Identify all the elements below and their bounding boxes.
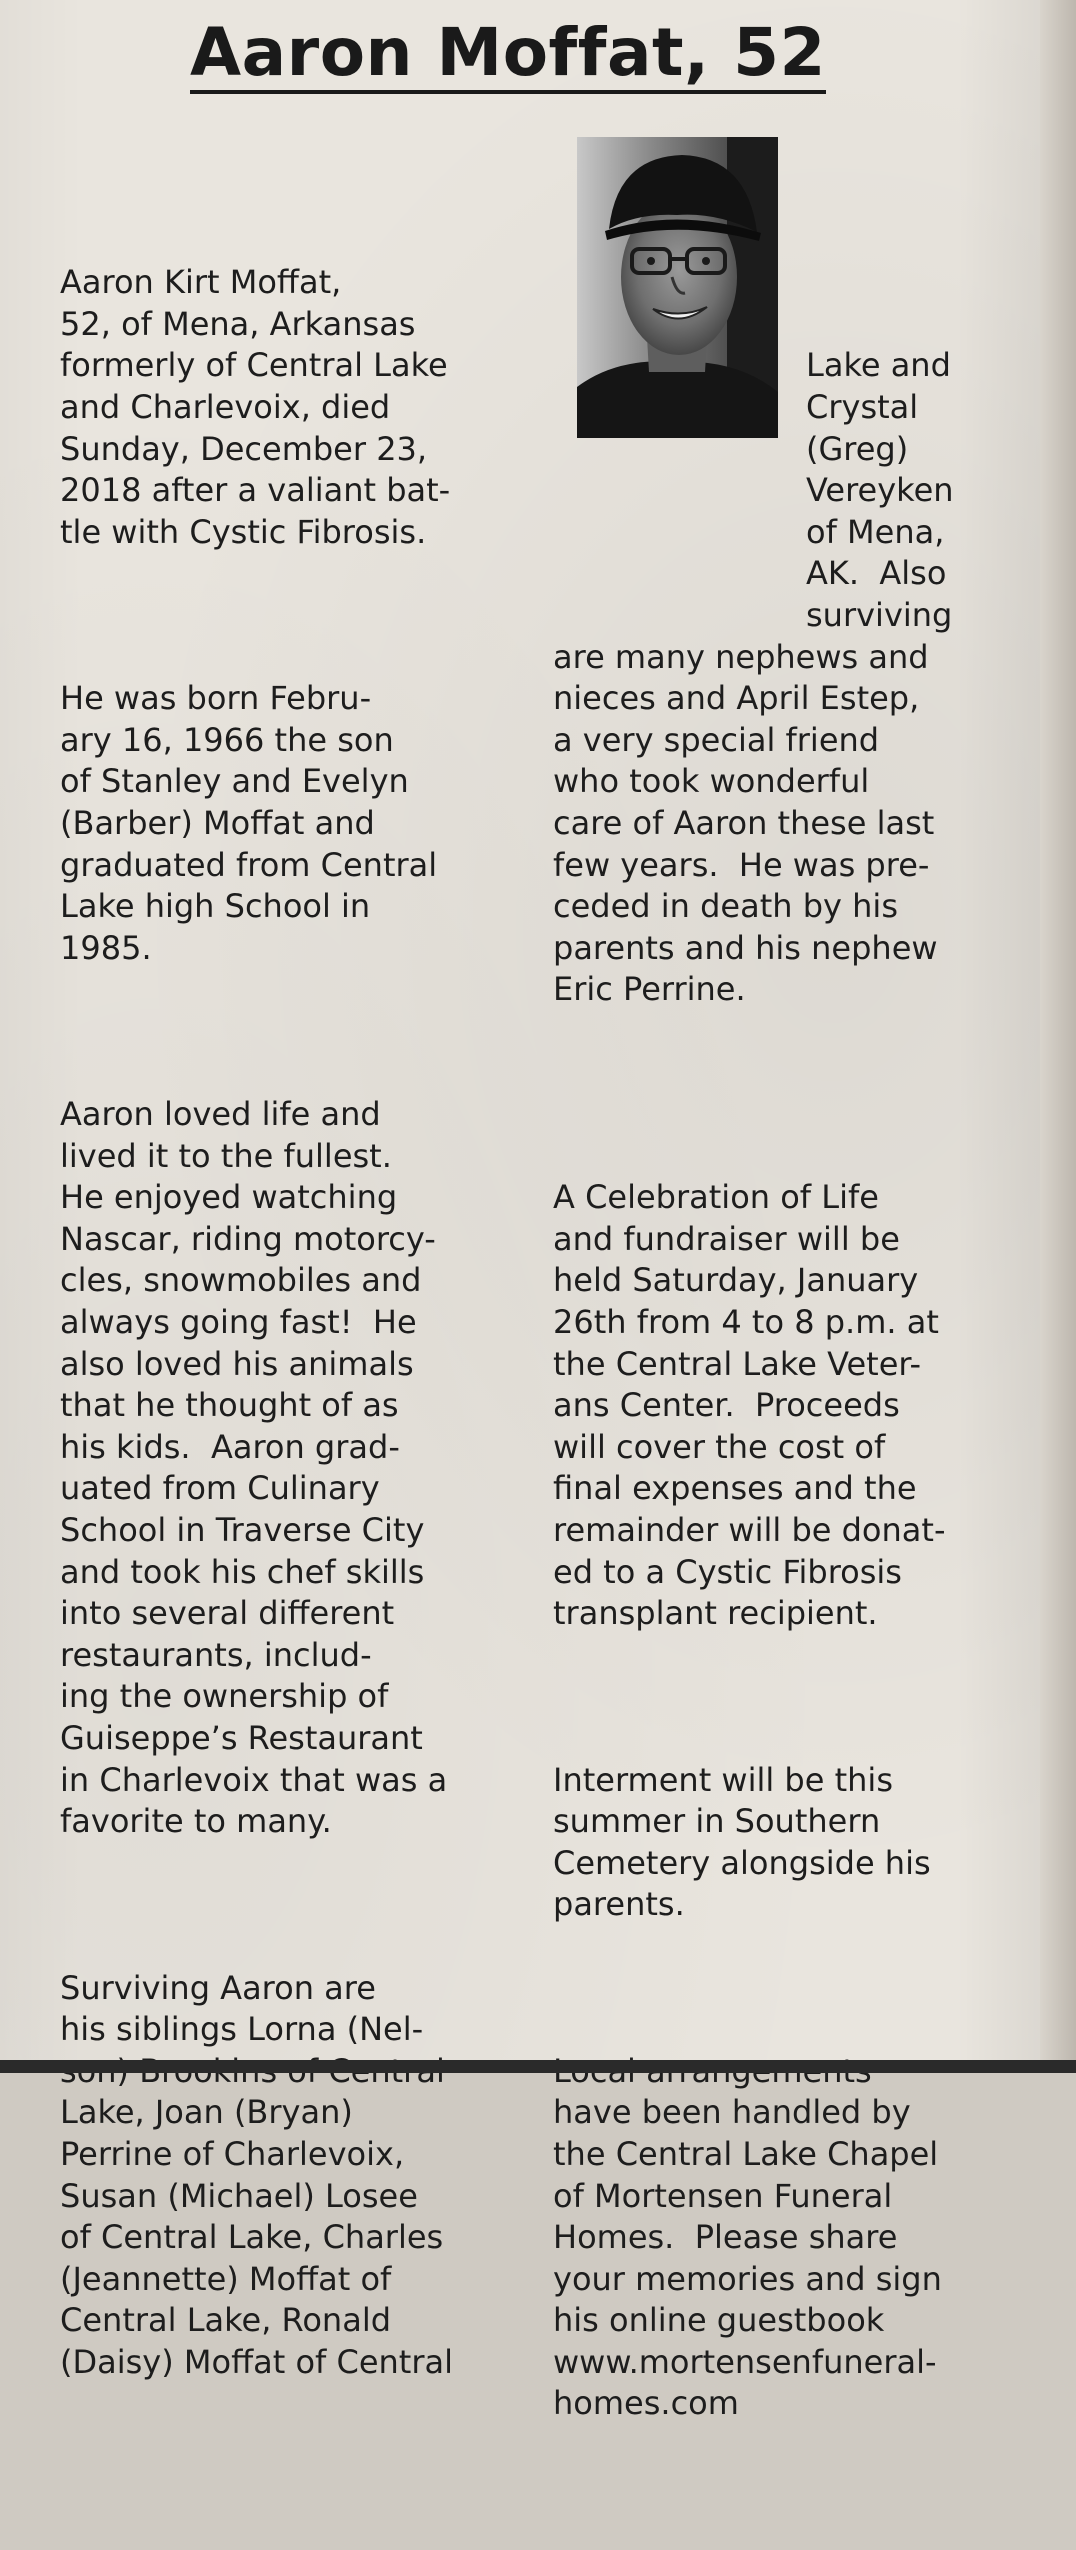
right-column xyxy=(553,179,1023,2550)
survivors-continued-beside-photo: Lake and Crystal (Greg) Vereyken of Mena, AK. Also surviving xyxy=(806,346,954,634)
obituary-paragraph-life: Aaron loved life and lived it to the fullest. He enjoyed watching Nascar, riding motorcy- cles, snowmobiles and always going fast! He also loved his animals that he thought of as his kids. Aaron grad- uated from Culinary School in Traverse City and took his chef skills into several different restaurants, includ- ing the ownership of Guiseppe’s Restaurant in Charlevoix that was a favorite to many. xyxy=(60,1095,448,1841)
obituary-paragraph-arrangements: have been handled by the Central Lake Chapel of Mortensen Funeral Homes. Please share your memories and sign his online guestbook www.mortensenfuneral- homes.com xyxy=(553,2093,942,2423)
obituary-paragraph-death-notice: Aaron Kirt Moffat, 52, of Mena, Arkansas formerly of Central Lake and Charlevoix, died Sunday, December 23, 2018 after a valiant bat- tle with Cystic Fibrosis. xyxy=(60,263,451,551)
obituary-paragraph-celebration: A Celebration of Life and fundraiser will be held Saturday, January 26th from 4 to 8 p.m. at the Central Lake Veter- ans Center. Proceeds will cover the cost of final expenses and the remainder will be donat- ed to a Cystic Fibrosis transplant recipient. xyxy=(553,1178,946,1633)
scan-bottom-edge xyxy=(0,2060,1076,2073)
page-edge xyxy=(1040,0,1076,2073)
obituary-headline xyxy=(0,14,1016,94)
headline-text: Aaron Moffat, 52 xyxy=(190,17,826,94)
obituary-paragraph-interment: Interment will be this summer in Southern Cemetery alongside his parents. xyxy=(553,1760,931,1924)
obituary-paragraph-survivors: Surviving Aaron are his siblings Lorna (Nel- Lake, Joan (Bryan) Perrine of Charlevoix, Susan (Michael) Losee of Central Lake, Charles (Jeannette) Moffat of Central Lake, Ronald (Daisy) Moffat of Central xyxy=(60,1968,453,2381)
survivors-continued: are many nephews and nieces and April Estep, a very special friend who took wonderful care of Aaron these last few years. He was pre- ceded in death by his parents and his nephew Eric Perrine. xyxy=(553,637,938,1009)
obituary-paragraph-birth: He was born Febru- ary 16, 1966 the son of Stanley and Evelyn (Barber) Moffat and graduated from Central Lake high School in 1985. xyxy=(60,679,438,967)
left-column xyxy=(60,179,530,2508)
